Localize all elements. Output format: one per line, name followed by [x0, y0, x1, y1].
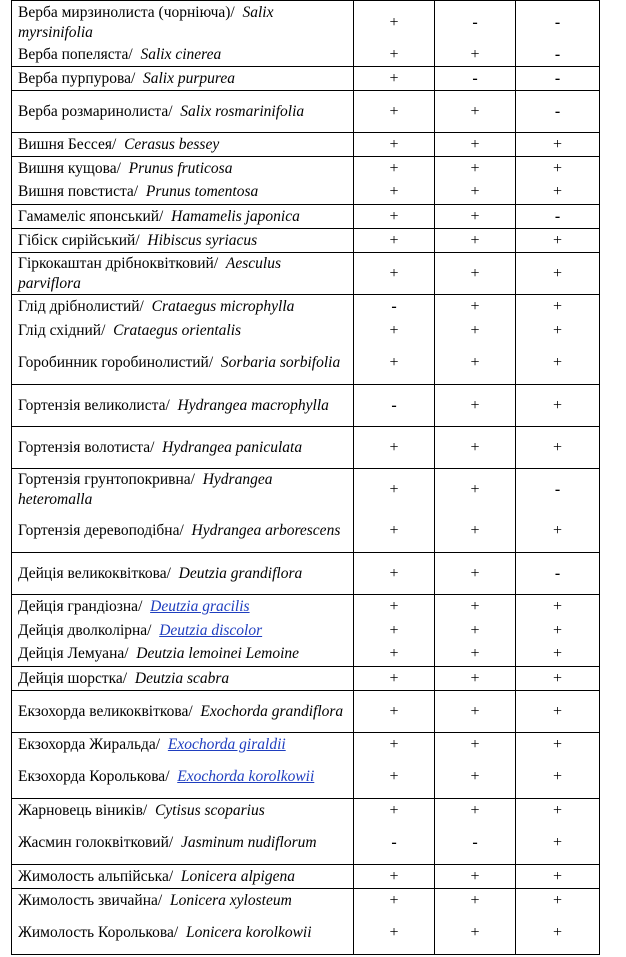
mark-cell-1: + — [354, 229, 435, 253]
ukrainian-name: Дейція шорстка/ — [18, 669, 128, 687]
mark-cell-1: + — [354, 469, 435, 511]
table-row — [12, 643, 600, 667]
table-row — [12, 343, 600, 385]
latin-name: Deutzia grandiflora — [178, 564, 303, 582]
species-table-container — [11, 0, 599, 955]
mark-cell-2: + — [435, 865, 516, 889]
mark-cell-1: + — [354, 45, 435, 67]
table-row — [12, 799, 600, 823]
table-row — [12, 889, 600, 913]
species-name-cell — [12, 133, 354, 157]
ukrainian-name: Екзохорда Королькова/ — [18, 768, 170, 786]
mark-cell-3: + — [516, 595, 600, 619]
latin-name: Hydrangea heteromalla — [18, 470, 273, 508]
table-row — [12, 469, 600, 511]
ukrainian-name: Вишня кущова/ — [18, 159, 121, 177]
mark-cell-1: + — [354, 619, 435, 643]
table-row — [12, 319, 600, 343]
latin-name: Hamamelis japonica — [171, 207, 300, 225]
latin-name-link[interactable]: Deutzia gracilis — [150, 597, 250, 615]
mark-cell-2: + — [435, 295, 516, 319]
species-name-cell — [12, 643, 354, 667]
species-name-cell — [12, 67, 354, 91]
species-name-cell — [12, 823, 354, 865]
mark-cell-1: + — [354, 799, 435, 823]
mark-cell-3: + — [516, 913, 600, 955]
species-name-cell — [12, 667, 354, 691]
species-name-cell — [12, 205, 354, 229]
latin-name-link[interactable]: Exochorda korolkowii — [177, 768, 315, 786]
mark-cell-1: + — [354, 757, 435, 799]
latin-name: Lonicera xylosteum — [169, 891, 292, 909]
species-name-cell — [12, 385, 354, 427]
mark-cell-3: - — [516, 67, 600, 91]
table-row — [12, 385, 600, 427]
table-row — [12, 157, 600, 181]
species-name-cell — [12, 757, 354, 799]
latin-name: Crataegus orientalis — [113, 321, 242, 339]
mark-cell-1: + — [354, 733, 435, 757]
ukrainian-name: Жимолость альпійська/ — [18, 867, 174, 885]
mark-cell-2: + — [435, 157, 516, 181]
latin-name: Cerasus bessey — [124, 135, 220, 153]
species-name-cell — [12, 889, 354, 913]
latin-name: Hydrangea macrophylla — [177, 396, 329, 414]
ukrainian-name: Вишня Бессея/ — [18, 135, 117, 153]
ukrainian-name: Дейція дволколірна/ — [18, 621, 152, 639]
species-name-cell — [12, 253, 354, 295]
mark-cell-2: + — [435, 511, 516, 553]
ukrainian-name: Гортензія великолиста/ — [18, 396, 170, 414]
ukrainian-name: Жарновець віників/ — [18, 801, 148, 819]
mark-cell-2: + — [435, 91, 516, 133]
latin-name: Lonicera korolkowii — [185, 924, 312, 942]
table-row — [12, 427, 600, 469]
ukrainian-name: Горобинник горобинолистий/ — [18, 354, 214, 372]
mark-cell-3: + — [516, 865, 600, 889]
mark-cell-1: - — [354, 823, 435, 865]
mark-cell-3: + — [516, 133, 600, 157]
species-name-cell — [12, 799, 354, 823]
mark-cell-1: - — [354, 385, 435, 427]
mark-cell-3: + — [516, 889, 600, 913]
mark-cell-3: + — [516, 229, 600, 253]
latin-name: Exochorda grandiflora — [200, 702, 344, 720]
species-name-cell — [12, 511, 354, 553]
mark-cell-1: + — [354, 865, 435, 889]
mark-cell-3: + — [516, 799, 600, 823]
table-row — [12, 733, 600, 757]
latin-name-link[interactable]: Deutzia discolor — [159, 621, 263, 639]
mark-cell-2: + — [435, 385, 516, 427]
ukrainian-name: Гортензія волотиста/ — [18, 438, 155, 456]
species-name-cell — [12, 469, 354, 511]
latin-name: Salix myrsinifolia — [18, 3, 274, 41]
ukrainian-name: Екзохорда великоквіткова/ — [18, 702, 193, 720]
mark-cell-3: - — [516, 205, 600, 229]
mark-cell-2: - — [435, 823, 516, 865]
species-name-cell — [12, 553, 354, 595]
table-row — [12, 1, 600, 45]
mark-cell-2: + — [435, 595, 516, 619]
ukrainian-name: Верба розмаринолиста/ — [18, 102, 173, 120]
ukrainian-name: Вишня повстиста/ — [18, 183, 139, 201]
mark-cell-2: + — [435, 319, 516, 343]
species-name-cell — [12, 91, 354, 133]
latin-name: Prunus fruticosa — [128, 159, 233, 177]
table-row — [12, 205, 600, 229]
mark-cell-2: + — [435, 181, 516, 205]
ukrainian-name: Верба пурпурова/ — [18, 69, 136, 87]
species-name-cell — [12, 427, 354, 469]
table-row — [12, 295, 600, 319]
mark-cell-2: + — [435, 757, 516, 799]
species-name-cell — [12, 229, 354, 253]
mark-cell-1: + — [354, 205, 435, 229]
ukrainian-name: Жасмин голоквітковий/ — [18, 834, 174, 852]
mark-cell-3: - — [516, 45, 600, 67]
table-row — [12, 45, 600, 67]
mark-cell-3: + — [516, 667, 600, 691]
mark-cell-1: + — [354, 133, 435, 157]
mark-cell-2: + — [435, 799, 516, 823]
species-name-cell — [12, 1, 354, 45]
mark-cell-2: + — [435, 553, 516, 595]
mark-cell-3: + — [516, 157, 600, 181]
latin-name-link[interactable]: Exochorda giraldii — [167, 735, 286, 753]
species-name-cell — [12, 45, 354, 67]
ukrainian-name: Верба мирзинолиста (чорніюча)/ — [18, 3, 235, 21]
latin-name: Salix rosmarinifolia — [180, 102, 305, 120]
mark-cell-3: + — [516, 757, 600, 799]
mark-cell-2: - — [435, 1, 516, 45]
latin-name: Hydrangea arborescens — [191, 522, 341, 540]
latin-name: Hydrangea paniculata — [162, 438, 303, 456]
mark-cell-2: + — [435, 229, 516, 253]
mark-cell-3: + — [516, 181, 600, 205]
table-row — [12, 757, 600, 799]
mark-cell-3: + — [516, 619, 600, 643]
mark-cell-3: - — [516, 469, 600, 511]
mark-cell-1: + — [354, 511, 435, 553]
ukrainian-name: Гіркокаштан дрібноквітковий/ — [18, 254, 219, 272]
mark-cell-2: + — [435, 913, 516, 955]
ukrainian-name: Гортензія грунтопокривна/ — [18, 470, 195, 488]
species-name-cell — [12, 733, 354, 757]
latin-name: Deutzia scabra — [134, 669, 230, 687]
mark-cell-1: + — [354, 595, 435, 619]
species-name-cell — [12, 343, 354, 385]
mark-cell-1: + — [354, 157, 435, 181]
mark-cell-1: + — [354, 91, 435, 133]
mark-cell-3: + — [516, 343, 600, 385]
table-row — [12, 913, 600, 955]
mark-cell-3: + — [516, 691, 600, 733]
table-row — [12, 595, 600, 619]
ukrainian-name: Дейція грандіозна/ — [18, 597, 143, 615]
mark-cell-2: + — [435, 133, 516, 157]
species-name-cell — [12, 691, 354, 733]
latin-name: Jasminum nudiflorum — [180, 834, 317, 852]
mark-cell-3: + — [516, 643, 600, 667]
species-table — [11, 0, 600, 955]
mark-cell-2: + — [435, 45, 516, 67]
mark-cell-3: - — [516, 91, 600, 133]
mark-cell-2: + — [435, 427, 516, 469]
ukrainian-name: Верба попеляста/ — [18, 46, 133, 64]
mark-cell-3: + — [516, 733, 600, 757]
mark-cell-1: + — [354, 691, 435, 733]
ukrainian-name: Глід східний/ — [18, 321, 106, 339]
mark-cell-3: + — [516, 511, 600, 553]
mark-cell-1: + — [354, 181, 435, 205]
table-row — [12, 511, 600, 553]
ukrainian-name: Жимолость Королькова/ — [18, 924, 179, 942]
mark-cell-3: - — [516, 553, 600, 595]
mark-cell-2: + — [435, 733, 516, 757]
mark-cell-3: + — [516, 253, 600, 295]
ukrainian-name: Дейція великоквіткова/ — [18, 564, 171, 582]
mark-cell-3: + — [516, 295, 600, 319]
table-row — [12, 181, 600, 205]
table-row — [12, 553, 600, 595]
mark-cell-2: - — [435, 67, 516, 91]
mark-cell-1: + — [354, 553, 435, 595]
mark-cell-1: + — [354, 253, 435, 295]
mark-cell-1: + — [354, 667, 435, 691]
mark-cell-1: - — [354, 295, 435, 319]
species-name-cell — [12, 319, 354, 343]
table-row — [12, 619, 600, 643]
mark-cell-1: + — [354, 889, 435, 913]
species-name-cell — [12, 295, 354, 319]
species-name-cell — [12, 181, 354, 205]
table-row — [12, 691, 600, 733]
mark-cell-2: + — [435, 889, 516, 913]
mark-cell-3: + — [516, 319, 600, 343]
species-name-cell — [12, 595, 354, 619]
mark-cell-2: + — [435, 667, 516, 691]
table-row — [12, 229, 600, 253]
mark-cell-3: - — [516, 1, 600, 45]
latin-name: Sorbaria sorbifolia — [220, 354, 341, 372]
latin-name: Crataegus microphylla — [151, 297, 295, 315]
mark-cell-2: + — [435, 643, 516, 667]
latin-name: Cytisus scoparius — [154, 801, 265, 819]
mark-cell-1: + — [354, 427, 435, 469]
ukrainian-name: Дейція Лемуана/ — [18, 645, 129, 663]
ukrainian-name: Гібіск сирійський/ — [18, 231, 140, 249]
table-row — [12, 823, 600, 865]
species-name-cell — [12, 913, 354, 955]
table-row — [12, 253, 600, 295]
latin-name: Aesculus parviflora — [18, 254, 282, 292]
species-name-cell — [12, 619, 354, 643]
ukrainian-name: Гамамеліс японський/ — [18, 207, 164, 225]
mark-cell-3: + — [516, 427, 600, 469]
latin-name: Hibiscus syriacus — [147, 231, 258, 249]
table-row — [12, 133, 600, 157]
species-name-cell — [12, 865, 354, 889]
mark-cell-2: + — [435, 619, 516, 643]
latin-name: Salix purpurea — [143, 69, 235, 87]
latin-name: Prunus tomentosa — [145, 183, 259, 201]
mark-cell-2: + — [435, 469, 516, 511]
latin-name: Deutzia lemoinei Lemoine — [136, 645, 300, 663]
latin-name: Salix cinerea — [140, 46, 222, 64]
mark-cell-2: + — [435, 343, 516, 385]
mark-cell-1: + — [354, 913, 435, 955]
table-row — [12, 667, 600, 691]
table-row — [12, 91, 600, 133]
mark-cell-2: + — [435, 253, 516, 295]
mark-cell-1: + — [354, 67, 435, 91]
mark-cell-3: + — [516, 823, 600, 865]
mark-cell-2: + — [435, 205, 516, 229]
species-name-cell — [12, 157, 354, 181]
table-row — [12, 865, 600, 889]
mark-cell-1: + — [354, 643, 435, 667]
mark-cell-1: + — [354, 1, 435, 45]
ukrainian-name: Жимолость звичайна/ — [18, 891, 163, 909]
table-row — [12, 67, 600, 91]
mark-cell-2: + — [435, 691, 516, 733]
mark-cell-1: + — [354, 343, 435, 385]
ukrainian-name: Глід дрібнолистий/ — [18, 297, 144, 315]
mark-cell-1: + — [354, 319, 435, 343]
mark-cell-3: + — [516, 385, 600, 427]
species-table-body — [12, 1, 600, 955]
ukrainian-name: Гортензія деревоподібна/ — [18, 522, 184, 540]
latin-name: Lonicera alpigena — [180, 867, 295, 885]
ukrainian-name: Екзохорда Жиральда/ — [18, 735, 161, 753]
